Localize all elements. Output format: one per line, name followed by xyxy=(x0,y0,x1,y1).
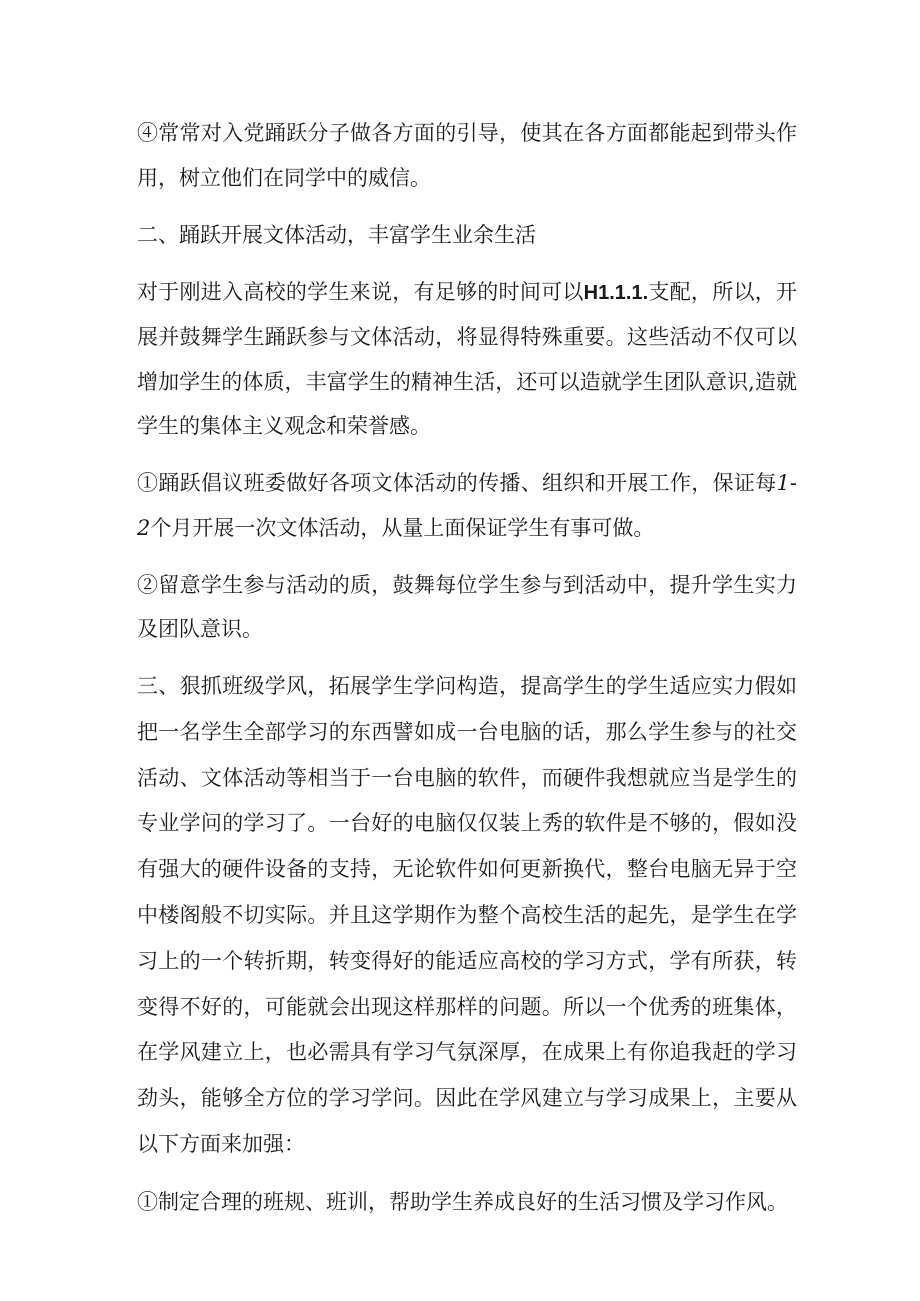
paragraph-class-committee xyxy=(137,461,797,550)
paragraph-activities-intro-part2: 支配，所以，开展并鼓舞学生踊跃参与文体活动，将显得特殊重要。这些活动不仅可以增加学生的体质，丰富学生的精神生活，还可以造就学生团队意识,造就学生的集体主义观念和荣誉感。 xyxy=(137,279,798,438)
paragraph-class-rules: ①制定合理的班规、班训，帮助学生养成良好的生活习惯及学习作风。 xyxy=(137,1190,788,1215)
paragraph-activities-intro-part1: 对于刚进入高校的学生来说，有足够的时间可以 xyxy=(137,279,584,304)
paragraph-activities-intro-code: H1.1.1. xyxy=(583,281,649,304)
paragraph-activities-intro xyxy=(137,270,797,449)
paragraph-class-committee-part1: ①踊跃倡议班委做好各项文体活动的传播、组织和开展工作，保证每 xyxy=(137,471,777,495)
section-heading-activities: 二、踊跃开展文体活动，丰富学生业余生活 xyxy=(137,222,536,247)
paragraph-study-style: 三、狠抓班级学风，拓展学生学问构造，提高学生的学生适应实力假如把一名学生全部学习的东西譬如成一台电脑的话，那么学生参与的社交活动、文体活动等相当于一台电脑的软件，而硬件我想就应当是学生的专业学问的学习了。一台好的电脑仅仅装上秀的软件是不够的，假如没有强大的硬件设备的支持，无论软件如何更新换代，整台电脑无异于空中楼阁般不切实际。并且这学期作为整个高校生活的起先，是学生在学习上的一个转折期，转变得好的能适应高校的学习方式，学有所获，转变得不好的，可能就会出现这样那样的问题。所以一个优秀的班集体，在学风建立上，也必需具有学习气氛深厚，在成果上有你追我赶的学习劲头，能够全方位的学习学问。因此在学风建立与学习成果上，主要从以下方面来加强： xyxy=(137,674,797,1156)
paragraph-activity-quality: ②留意学生参与活动的质，鼓舞每位学生参与到活动中，提升学生实力及团队意识。 xyxy=(137,572,797,641)
document-body xyxy=(137,111,797,1237)
paragraph-party-guidance: ④常常对入党踊跃分子做各方面的引导，使其在各方面都能起到带头作用，树立他们在同学中的威信。 xyxy=(137,121,797,190)
paragraph-class-committee-part2: 个月开展一次文体活动，从量上面保证学生有事可做。 xyxy=(150,515,655,540)
paragraph-class-committee-range: 1-2 xyxy=(137,471,797,540)
